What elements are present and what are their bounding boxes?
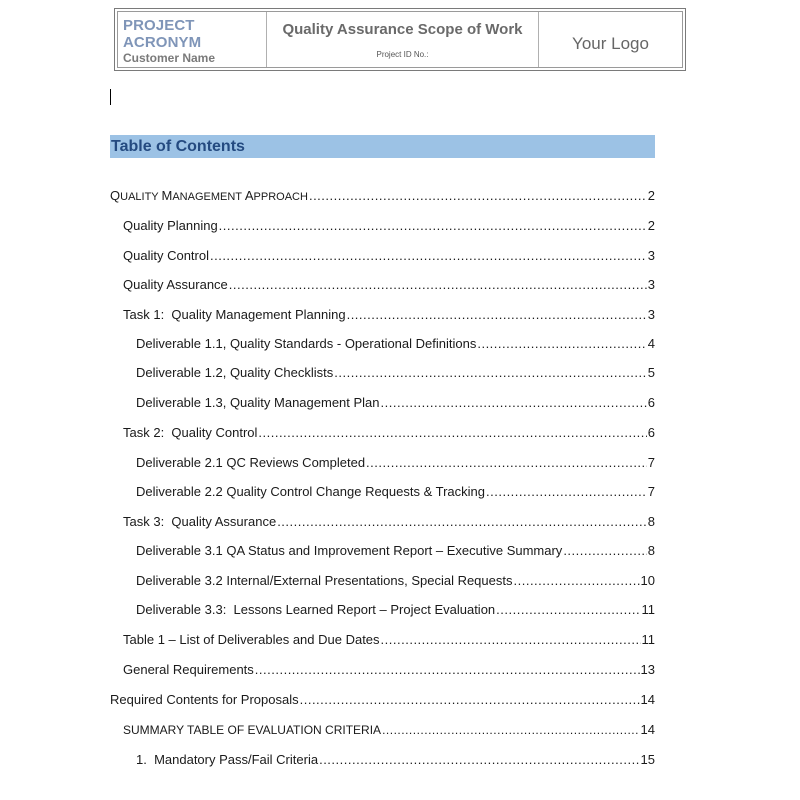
toc-entry-page: 3 [647,248,655,263]
toc-entry-label: Deliverable 3.2 Internal/External Presentations, Special Requests [136,573,513,588]
toc-entry-page: 3 [647,277,655,292]
toc-entry[interactable] [136,394,655,412]
toc-entry[interactable] [136,601,655,619]
toc-leader [210,247,647,265]
toc-entry-label: Quality Planning [123,218,218,233]
project-id-label[interactable]: Project ID No.: [376,50,429,59]
toc-entry[interactable] [136,364,655,382]
toc-entry-page: 8 [647,543,655,558]
toc-leader [300,691,640,709]
toc-entry-label: Deliverable 1.3, Quality Management Plan [136,395,380,410]
toc-entry[interactable] [123,306,655,324]
document-title[interactable]: Quality Assurance Scope of Work [282,21,523,38]
header-table [117,11,683,68]
toc-leader [486,483,647,501]
toc-entry-page: 3 [647,307,655,322]
toc-smallcaps-title-2: M [161,188,173,203]
toc-entry[interactable] [136,572,655,590]
document-header [114,8,686,71]
toc-entry[interactable] [136,751,655,769]
toc-leader [277,513,647,531]
toc-leader [381,394,647,412]
toc-smallcaps-rest-3: PPROACH [253,191,308,203]
toc-entry[interactable] [123,247,655,265]
toc-entry[interactable] [123,217,655,235]
toc-leader [366,454,647,472]
toc-entry-label: Task 2: Quality Control [123,425,258,440]
customer-name[interactable]: Customer Name [123,51,216,65]
toc-smallcaps-title: Q [110,188,121,203]
toc-entry-label: Quality Control [123,248,209,263]
toc-leader [258,424,646,442]
toc-entry[interactable] [123,424,655,442]
toc-entry-label: Table 1 – List of Deliverables and Due Dates [123,632,380,647]
toc-entry-label [110,187,308,206]
toc-leader [477,335,646,353]
toc-entry-label: SUMMARY TABLE OF EVALUATION CRITERIA [123,723,382,737]
toc-leader [219,217,647,235]
header-cell-project [118,12,267,67]
toc-entry[interactable] [110,187,655,205]
toc-entry[interactable] [123,721,655,739]
toc-leader [381,631,641,649]
toc-entry-page: 11 [641,632,655,647]
toc-entry-label: 1. Mandatory Pass/Fail Criteria [136,752,319,767]
toc-entry-label: Task 3: Quality Assurance [123,514,277,529]
toc-entry[interactable] [123,661,655,679]
toc-entry[interactable] [110,691,655,709]
toc-leader [309,187,647,205]
toc-leader [496,601,640,619]
toc-entry-label: Required Contents for Proposals [110,692,299,707]
project-acronym[interactable]: PROJECT ACRONYM [123,17,202,51]
toc-entry[interactable] [123,631,655,649]
toc-entry-label: Task 1: Quality Management Planning [123,307,346,322]
toc-heading[interactable]: Table of Contents [110,135,655,158]
toc-entry-page: 8 [647,514,655,529]
toc-leader [563,542,646,560]
toc-leader [382,721,639,739]
toc-entry-page: 7 [647,484,655,499]
toc-entry[interactable] [136,483,655,501]
toc-entry-page: 6 [647,395,655,410]
toc-entry-page: 14 [640,722,655,737]
toc-leader [255,661,640,679]
toc-entry[interactable] [136,454,655,472]
toc-entry-label: General Requirements [123,662,254,677]
toc-smallcaps-rest-2: ANAGEMENT [172,191,245,203]
toc-entry-page: 2 [647,188,655,203]
toc-entry-page: 6 [647,425,655,440]
toc-entry-label: Deliverable 3.1 QA Status and Improvement Report – Executive Summary [136,543,563,558]
toc-leader [319,751,639,769]
toc-smallcaps-title-3: A [244,188,254,203]
toc-entry-page: 10 [640,573,655,588]
toc-leader [514,572,640,590]
header-cell-logo [539,12,682,67]
toc-entry-label: Deliverable 2.1 QC Reviews Completed [136,455,366,470]
toc-smallcaps-rest: UALITY [120,191,162,203]
toc-entry-page: 2 [647,218,655,233]
toc-leader [347,306,647,324]
toc-entry[interactable] [123,513,655,531]
toc-entry-page: 7 [647,455,655,470]
toc-entry[interactable] [136,335,655,353]
toc-entry-page: 13 [640,662,655,677]
toc-entry-label: Deliverable 1.2, Quality Checklists [136,365,334,380]
logo-placeholder[interactable]: Your Logo [572,34,649,53]
toc-leader [334,364,647,382]
toc-entry-label: Deliverable 2.2 Quality Control Change Requests & Tracking [136,484,486,499]
text-cursor [110,89,111,105]
toc-entry-page: 5 [647,365,655,380]
toc-entry-page: 11 [641,602,655,617]
toc-entry-label: Deliverable 3.3: Lessons Learned Report – Project Evaluation [136,602,496,617]
header-cell-title [267,12,539,67]
toc-entry-page: 15 [640,752,655,767]
toc-leader [229,276,647,294]
toc-entry-label: Deliverable 1.1, Quality Standards - Operational Definitions [136,336,477,351]
toc-entry[interactable] [123,276,655,294]
toc-entry-page: 14 [640,692,655,707]
toc-entry-page: 4 [647,336,655,351]
toc-entry-label: Quality Assurance [123,277,228,292]
toc-entry[interactable] [136,542,655,560]
